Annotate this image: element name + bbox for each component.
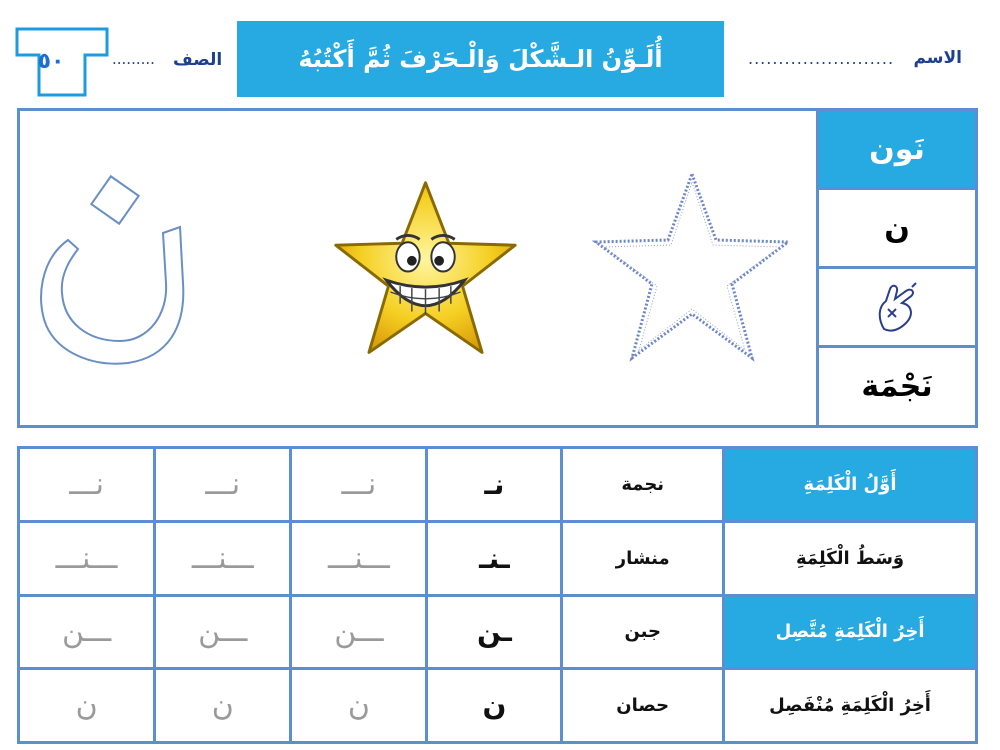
hand-sign-icon (872, 279, 922, 335)
trace-cell[interactable]: ن (155, 669, 291, 743)
letter-cell: ن (816, 187, 978, 269)
outlined-noon-letter-icon (28, 165, 198, 385)
practice-table (17, 446, 978, 744)
letter-name-cell: نَون (816, 108, 978, 190)
class-label: الصف (173, 50, 223, 70)
smiling-star-icon (328, 175, 523, 370)
table-row (19, 521, 977, 595)
letter-form-cell: نـ (427, 448, 562, 522)
page-number: ٥٠ (37, 49, 65, 74)
name-label: الاسم (913, 48, 962, 68)
sign-cell (816, 266, 978, 348)
position-label-cell: أَوَّلُ الْكَلِمَةِ (724, 448, 977, 522)
word-cell: نَجْمَة (816, 345, 978, 428)
table-row (19, 448, 977, 522)
table-row (19, 595, 977, 669)
trace-cell[interactable]: ـــنـــ (291, 521, 427, 595)
example-word-cell: حصان (562, 669, 724, 743)
position-label-cell: أَخِرُ الْكَلِمَةِ مُتَّصِل (724, 595, 977, 669)
trace-cell[interactable]: ـــن (291, 595, 427, 669)
dotted-star-outline-icon (592, 168, 792, 368)
letter-form-cell: ـن (427, 595, 562, 669)
example-word-cell: منشار (562, 521, 724, 595)
trace-cell[interactable]: نـــ (155, 448, 291, 522)
trace-cell[interactable]: ـــنـــ (19, 521, 155, 595)
example-word-cell: نجمة (562, 448, 724, 522)
trace-cell[interactable]: نـــ (291, 448, 427, 522)
trace-cell[interactable]: ن (291, 669, 427, 743)
table-row (19, 669, 977, 743)
letter-form-cell: ـنـ (427, 521, 562, 595)
letter-form-cell: ن (427, 669, 562, 743)
position-label-cell: وَسَطُ الْكَلِمَةِ (724, 521, 977, 595)
name-field[interactable]: ........................ (748, 49, 895, 68)
trace-cell[interactable]: ـــنـــ (155, 521, 291, 595)
trace-cell[interactable]: ـــن (155, 595, 291, 669)
trace-cell[interactable]: ن (19, 669, 155, 743)
example-word-cell: جبن (562, 595, 724, 669)
position-label-cell: أَخِرُ الْكَلِمَةِ مُنْفَصِل (724, 669, 977, 743)
trace-cell[interactable]: ـــن (19, 595, 155, 669)
class-field[interactable]: ......... (112, 50, 155, 68)
worksheet-title: أُلَـوِّنُ الـشَّكْلَ وَالْـحَرْفَ ثُمَّ أَكْتُبُهُ (237, 21, 724, 97)
trace-cell[interactable]: نـــ (19, 448, 155, 522)
